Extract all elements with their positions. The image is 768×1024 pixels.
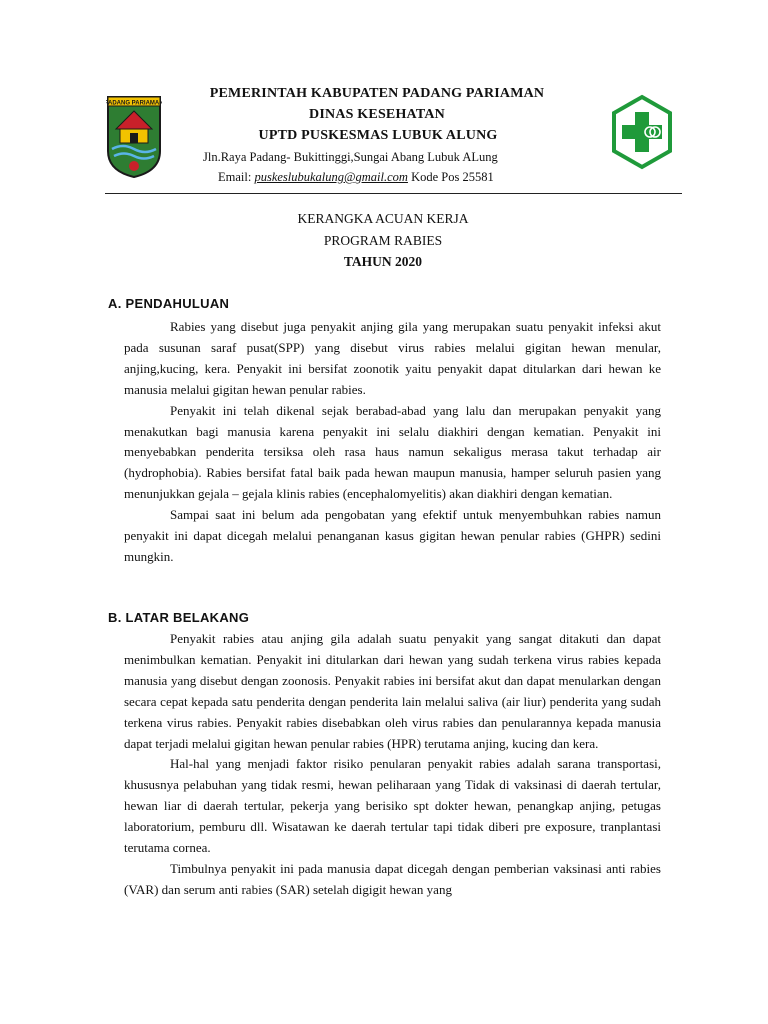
letterhead-unit: UPTD PUSKESMAS LUBUK ALUNG [258,128,498,143]
section-heading-latar-belakang: B. LATAR BELAKANG [108,610,250,625]
paragraph: Rabies yang disebut juga penyakit anjing gila yang merupakan suatu penyakit infeksi akut pada susunan saraf pusat(SPP) yang disebut virus rabies melalui gigitan hewan menular, anjing,kucing, kera. Penyakit ini bersifat zoonotik yaitu penyakit dapat ditularkan dari hewan ke manusia melalui gigitan hewan penular rabies. [124,319,661,397]
paragraph: Penyakit ini telah dikenal sejak berabad-abad yang lalu dan merupakan penyakit yang menakutkan bagi manusia karena penyakit ini selalu diakhiri dengan kematian. Penyakit ini menyebabkan penderita tersiksa oleh rasa haus namun sekaligus merasa takut terhadap air (hydrophobia). Rabies bersifat fatal baik pada hewan maupun manusia, hamper seluruh pasien yang menunjukkan gejala – gejala klinis rabies (encephalomyelitis) akan diakhiri dengan kematian. [124,402,661,502]
section-body-latar-belakang [124,629,661,901]
program-title: PROGRAM RABIES [323,233,443,248]
email-label: Email: [218,170,252,184]
puskesmas-cross-icon [610,94,674,170]
document-title: KERANGKA ACUAN KERJA [297,211,469,226]
letterhead-department: DINAS KESEHATAN [309,107,445,122]
section-heading-pendahuluan: A. PENDAHULUAN [108,296,230,311]
paragraph: Timbulnya penyakit ini pada manusia dapat dicegah dengan pemberian vaksinasi anti rabies (VAR) dan serum anti rabies (SAR) setelah digigit hewan yang [124,860,661,897]
paragraph: Sampai saat ini belum ada pengobatan yang efektif untuk menyembuhkan rabies namun penyakit ini dapat dicegah melalui penanganan kasus gigitan hewan penular rabies (GHPR) sedini mungkin. [124,507,661,564]
letterhead-address: Jln.Raya Padang- Bukittinggi,Sungai Abang Lubuk ALung [203,150,498,164]
letterhead-contact [218,170,494,185]
email-link[interactable]: puskeslubukalung@gmail.com [254,170,408,184]
paragraph: Hal-hal yang menjadi faktor risiko penularan penyakit rabies adalah sarana transportasi, khususnya pelabuhan yang tidak resmi, hewan peliharaan yang Tidak di vaksinasi di daerah tertular, hewan liar di daerah tertular, pekerja yang berisiko spt dokter hewan, penangkap anjing, petugas laboratorium, pemburu dll. Wisatawan ke daerah tertular tapi tidak diberi pre exposure, tranplantasi terutama cornea. [124,756,661,856]
letterhead-government: PEMERINTAH KABUPATEN PADANG PARIAMAN [209,86,545,101]
year-title: TAHUN 2020 [343,254,423,269]
section-body-pendahuluan [124,317,661,568]
paragraph: Penyakit rabies atau anjing gila adalah suatu penyakit yang sangat ditakuti dan dapat menimbulkan kematian. Penyakit ini ditularkan dari hewan yang sudah terkena virus rabies kepada manusia yang disebut dengan zoonosis. Penyakit rabies ini bersifat akut dan dapat menularkan dengan secara cepat kepada satu penderita dengan penderita lain melalui saliva (air liur) penderita yang sudah terkena virus rabies. Penyakit rabies disebabkan oleh virus rabies dan penularannya kepada manusia dapat terjadi melalui gigitan hewan penular rabies (HPR) terutama anjing, kucing dan kera. [124,631,661,751]
crest-banner-text: PADANG PARIAMAN [106,100,162,107]
postal-code: Kode Pos 25581 [407,170,494,184]
letterhead-divider [105,193,682,194]
